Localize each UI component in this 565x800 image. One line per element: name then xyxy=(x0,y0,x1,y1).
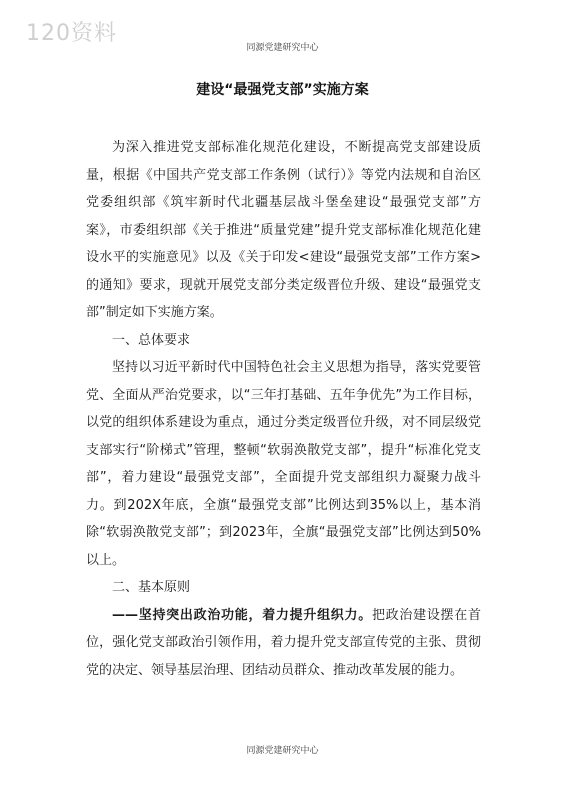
document-title: 建设“最强党支部”实施方案 xyxy=(196,82,369,98)
general-requirements-paragraph: 坚持以习近平新时代中国特色社会主义思想为指导，落实党要管党、全面从严治党要求，以“三年打基础、五年争优先”为工作目标，以党的组织体系建设为重点，通过分类定级晋位升级，对不同层级党支部实行“阶梯式”管理，整顿“软弱涣散党支部”，提升“标准化党支部”，着力建设“最强党支部”，全面提升党支部组织力凝聚力战斗力。到202X年底，全旗“最强党支部”比例达到35%以上，基本消除“软弱涣散党支部”；到2023年，全旗“最强党支部”比例达到50%以上。 xyxy=(86,360,481,568)
principle-body-text: 把政治建设摆在首位，强化党支部政治引领作用，着力提升党支部宣传党的主张、贯彻党的决定、领导基层治理、团结动员群众、推动改革发展的能力。 xyxy=(86,607,481,678)
principle-lead-text: ——坚持突出政治功能，着力提升组织力。 xyxy=(112,607,372,623)
section-heading-general-requirements: 一、总体要求 xyxy=(112,332,191,348)
watermark: 120资料 xyxy=(26,21,117,46)
section-heading-basic-principles: 二、基本原则 xyxy=(112,580,191,595)
intro-paragraph: 为深入推进党支部标准化规范化建设，不断提高党支部建设质量，根据《中国共产党支部工作条例（试行）》等党内法规和自治区党委组织部《筑牢新时代北疆基层战斗堡垒建设“最强党支部”方案》，市委组织部《关于推进“质量党建”提升党支部标准化规范化建设水平的实施意见》以及《关于印发<建设“最强党支部”工作方案>的通知》要求，现就开展党支部分类定级晋位升级、建设“最强党支部”制定如下实施方案。 xyxy=(86,140,481,320)
running-footer: 同源党建研究中心 xyxy=(246,746,319,756)
running-header: 同源党建研究中心 xyxy=(246,43,319,53)
document-body xyxy=(86,134,481,684)
basic-principles-paragraph xyxy=(86,602,481,685)
